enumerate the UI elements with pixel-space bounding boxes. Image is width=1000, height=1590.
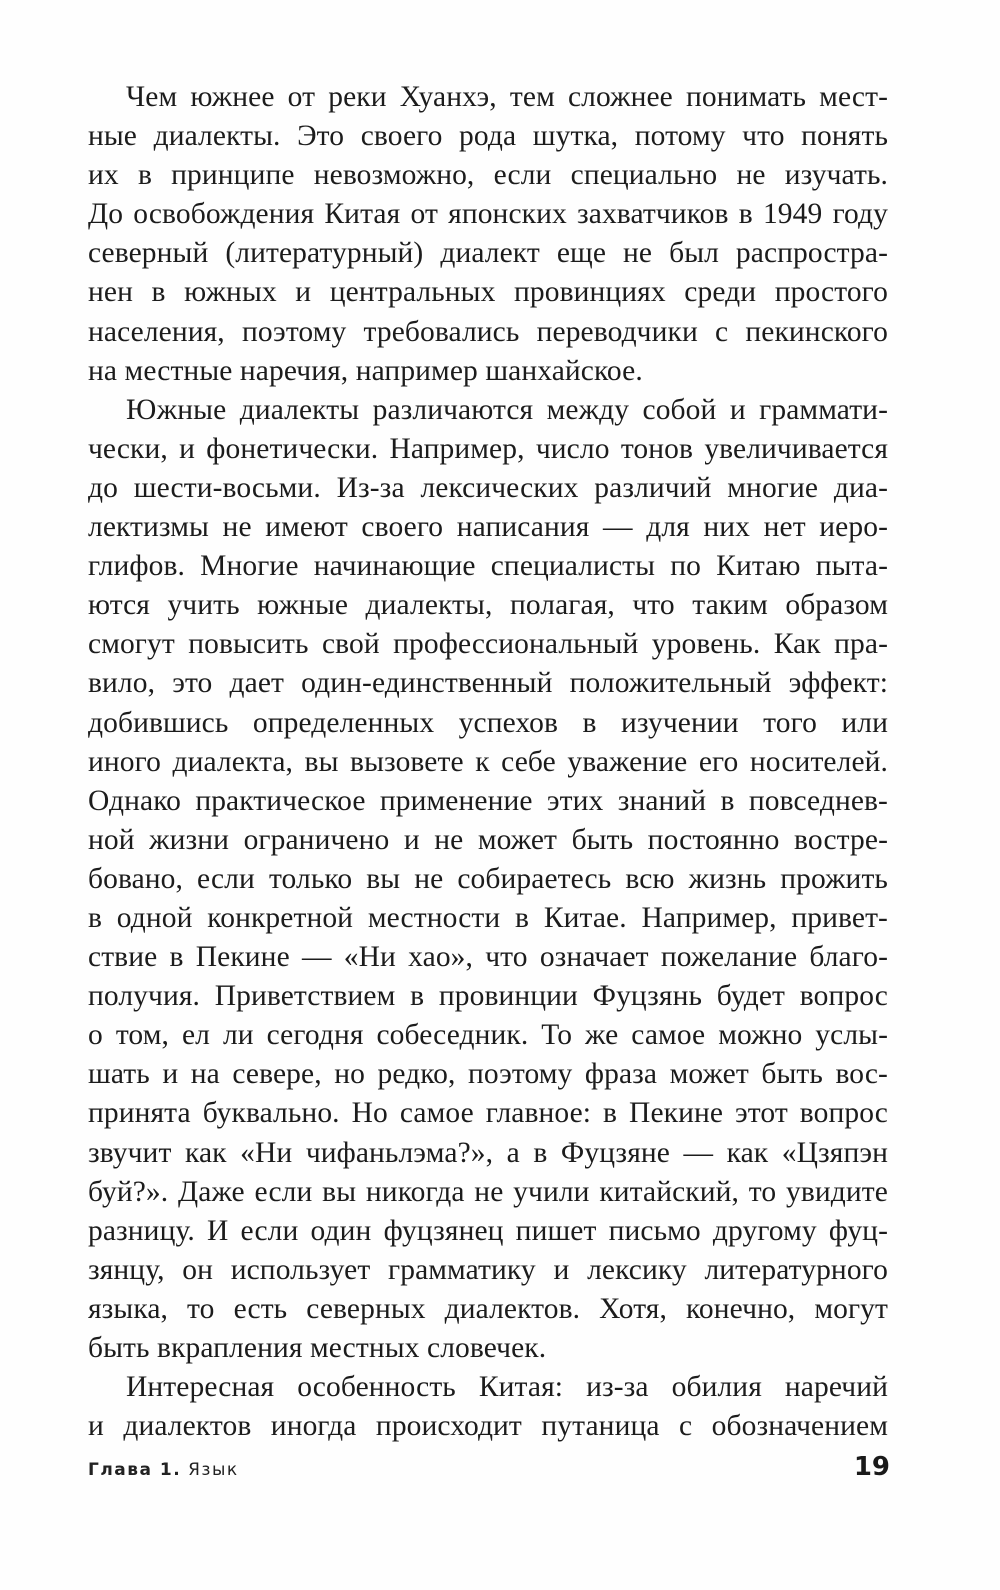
text-line: Южные диалекты различаются между собой и граммати- [126,393,888,426]
text-line: и диалектов иногда происходит путаница с обозначением [88,1410,888,1443]
text-line: ной жизни ограничено и не может быть постоянно востре- [88,823,888,856]
text-line: ствие в Пекине — «Ни хао», что означает пожелание благо- [88,941,888,974]
chapter-label: Глава 1. [88,1460,182,1480]
text-line: вило, это дает один-единственный положительный эффект: [88,667,888,700]
text-line: зянцу, он использует грамматику и лексику литературного [88,1253,888,1286]
text-line: буй?». Даже если вы никогда не учили китайский, то увидите [88,1175,888,1208]
text-line: глифов. Многие начинающие специалисты по Китаю пыта- [88,550,888,583]
text-line: принята буквально. Но самое главное: в Пекине этот вопрос [88,1097,888,1130]
text-line: нен в южных и центральных провинциях среди простого [88,276,888,309]
text-line: До освобождения Китая от японских захватчиков в 1949 году [88,198,888,231]
text-line: северный (литературный) диалект еще не был распростра- [88,237,888,270]
text-line: добившись определенных успехов в изучении того или [88,706,888,739]
text-line: Однако практическое применение этих знаний в повседнев- [88,784,888,817]
text-line: чески, и фонетически. Например, число тонов увеличивается [88,432,888,465]
running-footer-chapter [88,1460,239,1480]
text-line: языка, то есть северных диалектов. Хотя, конечно, могут [88,1292,888,1325]
page-number: 19 [853,1452,890,1482]
text-line: получия. Приветствием в провинции Фуцзянь будет вопрос [88,980,888,1013]
text-line: до шести-восьми. Из-за лексических различий многие диа- [88,471,888,504]
text-line: смогут повысить свой профессиональный уровень. Как пра- [88,628,888,661]
text-line: Интересная особенность Китая: из-за обилия наречий [126,1371,888,1404]
text-line: шать и на севере, но редко, поэтому фраза может быть вос- [88,1058,888,1091]
text-line: Чем южнее от реки Хуанхэ, тем сложнее понимать мест- [126,81,888,113]
text-line: о том, ел ли сегодня собеседник. То же самое можно услы- [88,1019,888,1052]
text-line: звучит как «Ни чифаньлэма?», а в Фуцзяне — как «Цзяпэн [88,1136,888,1169]
text-line: ются учить южные диалекты, полагая, что таким образом [88,589,888,622]
text-line: в одной конкретной местности в Китае. Например, привет- [88,901,888,934]
text-line: ные диалекты. Это своего рода шутка, потому что понять [88,120,888,153]
text-line: иного диалекта, вы вызовете к себе уважение его носителей. [88,745,888,778]
chapter-title: Язык [188,1460,239,1480]
text-line: лектизмы не имеют своего написания — для них нет иеро- [88,511,888,544]
body-text [88,78,888,1446]
text-line: населения, поэтому требовались переводчики с пекинского [88,315,888,348]
text-line: их в принципе невозможно, если специально не изучать. [88,159,888,192]
text-line: бовано, если только вы не собираетесь всю жизнь прожить [88,862,888,895]
page-footer [88,1452,888,1492]
text-line: на местные наречия, например шанхайское. [88,354,643,387]
text-line: разницу. И если один фуцзянец пишет письмо другому фуц- [88,1214,888,1247]
text-line: быть вкрапления местных словечек. [88,1332,547,1364]
